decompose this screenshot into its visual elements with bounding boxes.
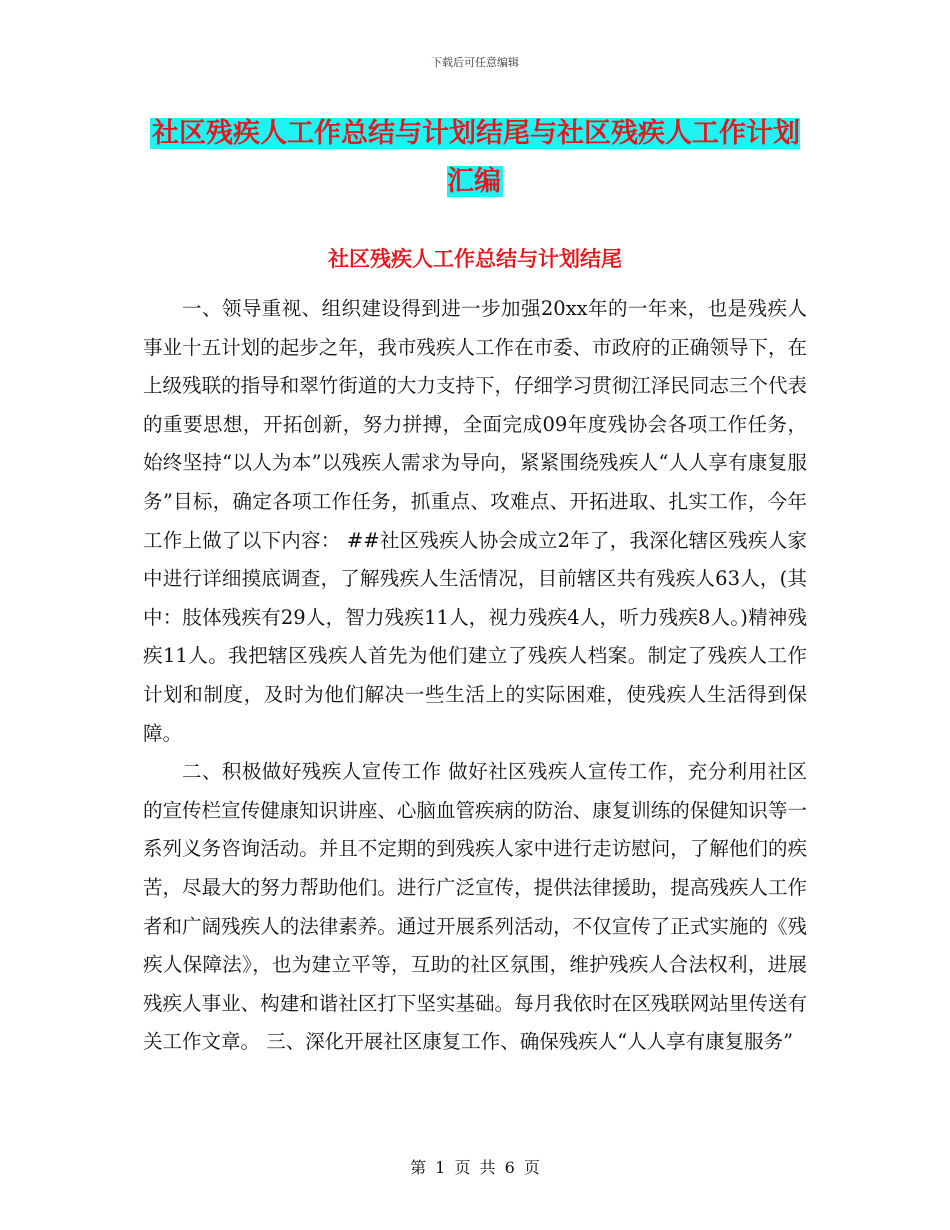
section-title: 社区残疾人工作总结与计划结尾 — [328, 246, 622, 271]
paragraph-1: 一、领导重视、组织建设得到进一步加强20xx年的一年来，也是残疾人事业十五计划的起步之年，我市残疾人工作在市委、市政府的正确领导下，在上级残联的指导和翠竹街道的大力支持下，仔细学习贯彻江泽民同志三个代表的重要思想，开拓创新，努力拼搏，全面完成09年度残协会各项工作任务，始终坚持“以人为本”以残疾人需求为导向，紧紧围绕残疾人“人人享有康复服务”目标，确定各项工作任务，抓重点、攻难点、开拓进取、扎实工作，今年工作上做了以下内容： ##社区残疾人协会成立2年了，我深化辖区残疾人家中进行详细摸底调查，了解残疾人生活情况，目前辖区共有残疾人63人，(其中：肢体残疾有29人，智力残疾11人，视力残疾4人，听力残疾8人。)精神残疾11人。我把辖区残疾人首先为他们建立了残疾人档案。制定了残疾人工作计划和制度，及时为他们解决一些生活上的实际困难，使残疾人生活得到保障。 — [143, 297, 807, 745]
paragraph-2: 二、积极做好残疾人宣传工作 做好社区残疾人宣传工作，充分利用社区的宣传栏宣传健康知识讲座、心脑血管疾病的防治、康复训练的保健知识等一系列义务咨询活动。并且不定期的到残疾人家中进行走访慰问，了解他们的疾苦，尽最大的努力帮助他们。进行广泛宣传，提供法律援助，提高残疾人工作者和广阔残疾人的法律素养。通过开展系列活动，不仅宣传了正式实施的《残疾人保障法》，也为建立平等，互助的社区氛围，维护残疾人合法权利，进展残疾人事业、构建和谐社区打下坚实基础。每月我依时在区残联网站里传送有关工作文章。 三、深化开展社区康复工作、确保残疾人“人人享有康复服务” — [143, 760, 807, 1054]
document-title — [145, 110, 805, 206]
document-title-highlight: 社区残疾人工作总结与计划结尾与社区残疾人工作计划汇编 — [152, 118, 800, 197]
document-body — [143, 290, 807, 1062]
page-footer: 第 1 页 共 6 页 — [410, 1158, 540, 1177]
page-header: 下载后可任意编辑 — [431, 56, 519, 69]
